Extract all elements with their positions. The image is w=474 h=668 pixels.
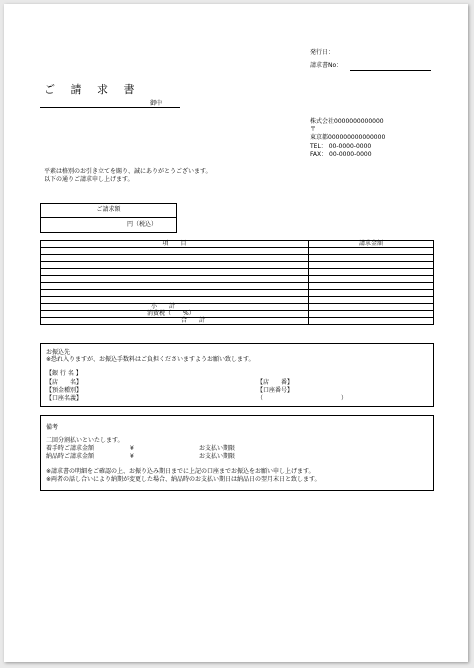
account-no-label: 【口座番号】 [257,387,294,394]
greeting-line2: 以下の通りご請求申し上げます。 [44,176,134,183]
remarks-note2: ※両者の話し合いにより納期が変更した場合、納品時のお支払い期日は納品日の翌月末日と致します。 [46,476,321,483]
items-table [40,240,434,325]
amount-unit: 円（税込） [127,221,158,228]
issuer-fax: FAX： 00-0000-0000 [310,151,372,158]
table-row [41,290,434,297]
table-row [41,276,434,283]
header-amount: 請求金額 [309,241,434,248]
invoice-no-label: 請求書No： [310,62,343,69]
greeting-line1: 平素は格別のお引き立てを賜り、誠にありがとうございます。 [44,168,212,175]
issuer-tel: TEL： 00-0000-0000 [310,143,372,150]
holder-paren-close: ） [341,395,348,402]
account-type-label: 【預金種別】 [46,387,83,394]
branch-label: 【店 名】 [46,379,83,386]
issuer-company: 株式会社0000000000000 [310,118,384,125]
invoice-no-line [350,70,431,71]
delivery-deadline-label: お支払い期限 [199,453,236,460]
subtotal-label: 小 計 [41,304,309,311]
table-row [41,262,434,269]
total-label: 合 計 [41,318,309,325]
invoice-page [4,4,468,662]
amount-label: ご請求額 [96,206,121,213]
tax-label: 消費税（ %） [41,311,309,318]
amount-box [40,203,177,233]
remarks-note1: ※請求書の明細をご確認の上、お振り込み期日までに上記の口座までお振込をお願い申し上げます。 [46,468,315,475]
bank-title: お振込先 [46,349,71,356]
header-item: 項 目 [41,241,309,248]
start-amount-label: 着手時ご請求金額 [46,445,95,452]
bank-note: ※恐れ入りますが、お振込手数料はご負担くださいますようお願い致します。 [46,356,255,363]
tax-row [41,311,434,318]
table-row [41,283,434,290]
start-deadline-label: お支払い期限 [199,445,236,452]
table-row [41,255,434,262]
table-row [41,297,434,304]
table-row [41,248,434,255]
remarks-box [40,415,434,491]
table-header-row [41,241,434,248]
delivery-amount-label: 納品時ご請求金額 [46,453,95,460]
subtotal-row [41,304,434,311]
delivery-yen: ¥ [130,453,134,460]
remarks-split: 二回分割払いといたします。 [46,437,124,444]
issuer-postal: 〒 [310,126,317,133]
branch-no-label: 【店 番】 [257,379,294,386]
document-title: ご 請 求 書 [44,83,141,96]
holder-paren-open: （ [257,395,264,402]
holder-label: 【口座名義】 [46,395,83,402]
bank-box [40,343,434,407]
remarks-title: 備考 [46,424,59,431]
total-row [41,318,434,325]
recipient-suffix: 御中 [150,100,163,107]
bank-name-label: 【銀 行 名 】 [46,370,82,377]
issue-date-label: 発行日： [310,49,335,56]
start-yen: ¥ [130,445,134,452]
table-row [41,269,434,276]
issuer-address: 東京都000000000000000 [310,134,386,141]
